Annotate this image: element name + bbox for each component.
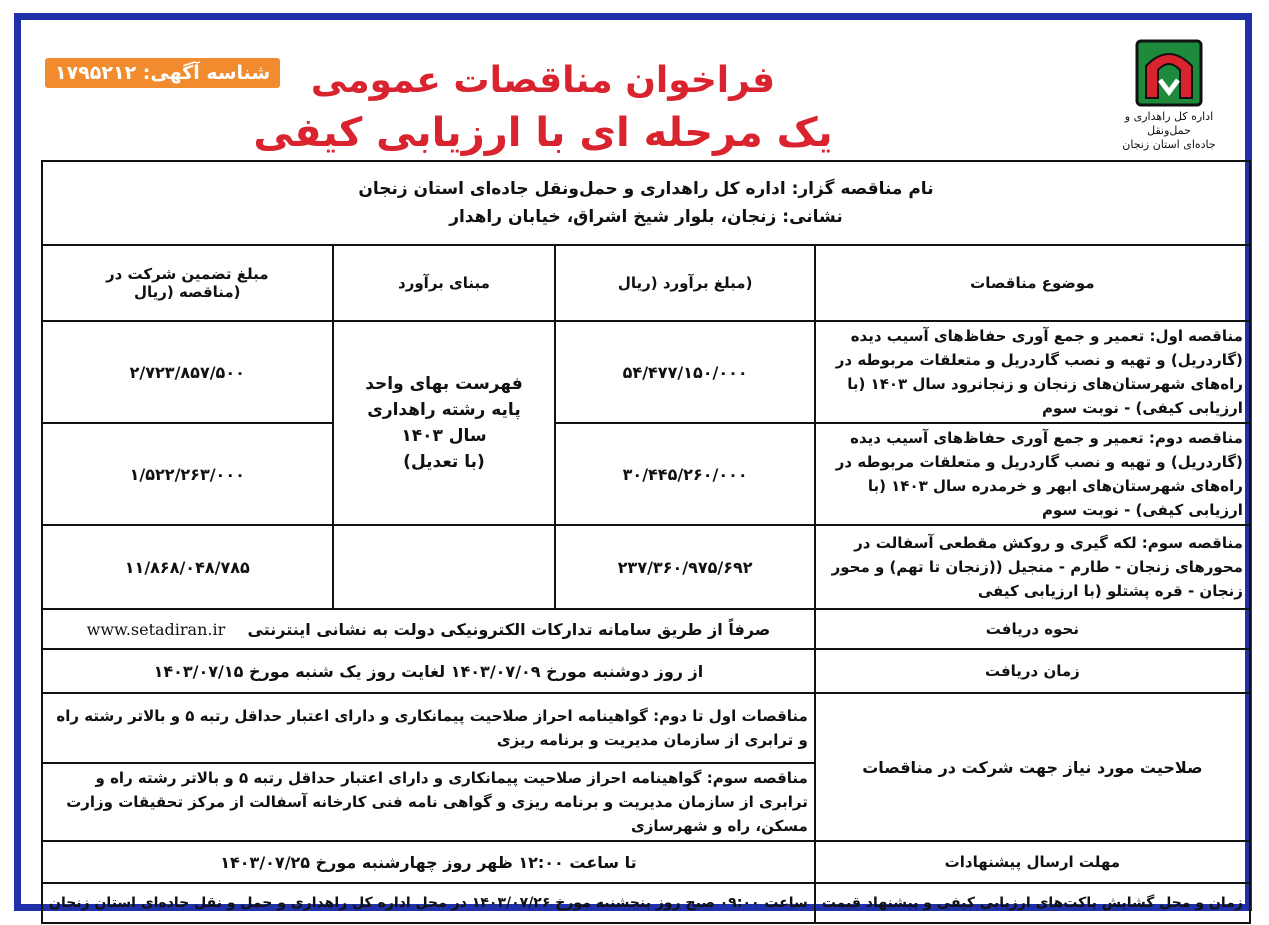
estimate-basis-cell — [333, 321, 556, 525]
opening-value: ساعت ۰۹:۰۰ صبح روز پنجشنبه مورخ ۱۴۰۳/۰۷/۲۶ در محل اداره کل راهداری و حمل و نقل جاده‌ای استان زنجان — [42, 883, 815, 923]
column-header-row — [42, 245, 1250, 321]
opening-label: زمان و محل گشایش پاکت‌های ارزیابی کیفی و پیشنهاد قیمت — [815, 883, 1250, 923]
header-estimate-basis: مبنای برآورد — [333, 245, 556, 321]
advertisement-frame — [14, 13, 1252, 911]
header-guarantee — [42, 245, 333, 321]
tender-row-2 — [42, 423, 1250, 525]
tender-2-subject: مناقصه دوم: تعمیر و جمع آوری حفاظ‌های آسیب دیده (گاردریل) و تهیه و نصب گاردریل و متعلقات مربوطه در راه‌های شهرستان‌های ابهر و خرمدره سال ۱۴۰۳ (با ارزیابی کیفی) - نوبت سوم — [815, 423, 1250, 525]
organizer-name: نام مناقصه گزار: اداره کل راهداری و حمل‌ونقل جاده‌ای استان زنجان — [358, 179, 934, 199]
organizer-address: نشانی: زنجان، بلوار شیخ اشراق، خیابان راهدار — [449, 207, 843, 227]
qualification-third: مناقصه سوم: گواهینامه احراز صلاحیت پیمانکاری و دارای اعتبار حداقل رتبه ۵ و بالاتر رشته راه و ترابری از سازمان مدیریت و برنامه ریزی و گواهی نامه فنی کارخانه آسفالت از مرکز تحقیقات وزارت مسکن، راه و شهرسازی — [42, 763, 815, 841]
tender-1-guarantee: ۲/۷۲۳/۸۵۷/۵۰۰ — [42, 321, 333, 423]
organization-logo — [1119, 38, 1219, 153]
logo-text-line-1: اداره کل راهداری و حمل‌ونقل — [1124, 110, 1214, 137]
receipt-method-value: صرفاً از طریق سامانه تدارکات الکترونیکی دولت به نشانی اینترنتی — [247, 619, 771, 639]
setadiran-link[interactable]: www.setadiran.ir — [86, 619, 226, 639]
logo-text-line-2: جاده‌ای استان زنجان — [1122, 138, 1216, 151]
tender-3-guarantee: ۱۱/۸۶۸/۰۴۸/۷۸۵ — [42, 525, 333, 609]
title-line-1: فراخوان مناقصات عمومی — [310, 60, 776, 101]
logo-text — [1119, 110, 1219, 152]
tender-2-guarantee: ۱/۵۲۲/۲۶۳/۰۰۰ — [42, 423, 333, 525]
estimate-basis-line-3: سال ۱۴۰۳ — [401, 426, 487, 446]
qualification-label: صلاحیت مورد نیاز جهت شرکت در مناقصات — [815, 693, 1250, 841]
organizer-cell — [42, 161, 1250, 245]
qualification-row-1 — [42, 693, 1250, 763]
deadline-row — [42, 841, 1250, 883]
estimate-basis-line-2: پایه رشته راهداری — [367, 400, 521, 420]
estimate-basis-line-1: فهرست بهای واحد — [365, 374, 523, 394]
estimate-basis-line-4: (با تعدیل) — [403, 452, 485, 472]
tender-3-subject: مناقصه سوم: لکه گیری و روکش مقطعی آسفالت در محورهای زنجان - طارم - منجیل ((زنجان تا تهم) و محور زنجان - قره پشتلو (با ارزیابی کیفی — [815, 525, 1250, 609]
receipt-time-label: زمان دریافت — [815, 649, 1250, 693]
logo-emblem-icon — [1134, 38, 1204, 108]
tender-3-basis-empty — [333, 525, 556, 609]
receipt-method-label: نحوه دریافت — [815, 609, 1250, 649]
title-line-2: یک مرحله ای با ارزیابی کیفی — [253, 110, 833, 156]
opening-row — [42, 883, 1250, 923]
header-subject: موضوع مناقصات — [815, 245, 1250, 321]
receipt-time-value: از روز دوشنبه مورخ ۱۴۰۳/۰۷/۰۹ لغایت روز یک شنبه مورخ ۱۴۰۳/۰۷/۱۵ — [42, 649, 815, 693]
receipt-time-row — [42, 649, 1250, 693]
tender-row-1 — [42, 321, 1250, 423]
ad-id-badge: شناسه آگهی: ۱۷۹۵۲۱۲ — [45, 58, 280, 88]
receipt-method-value-cell — [42, 609, 815, 649]
tender-table — [41, 160, 1251, 924]
tender-1-subject: مناقصه اول: تعمیر و جمع آوری حفاظ‌های آسیب دیده (گاردریل) و تهیه و نصب گاردریل و متعلقات مربوطه در راه‌های شهرستان‌های زنجان و زنجانرود سال ۱۴۰۳ (با ارزیابی کیفی) - نوبت سوم — [815, 321, 1250, 423]
header-guarantee-line-2: (مناقصه (ریال — [133, 283, 241, 301]
deadline-value: تا ساعت ۱۲:۰۰ ظهر روز چهارشنبه مورخ ۱۴۰۳/۰۷/۲۵ — [42, 841, 815, 883]
deadline-label: مهلت ارسال پیشنهادات — [815, 841, 1250, 883]
header — [21, 20, 1245, 168]
header-estimate-amount: (مبلغ برآورد (ریال — [555, 245, 814, 321]
qualification-first-second: مناقصات اول تا دوم: گواهینامه احراز صلاحیت پیمانکاری و دارای اعتبار حداقل رتبه ۵ و بالاتر رشته راه و ترابری از سازمان مدیریت و برنامه ریزی — [42, 693, 815, 763]
tender-row-3 — [42, 525, 1250, 609]
tender-1-estimate: ۵۴/۴۷۷/۱۵۰/۰۰۰ — [555, 321, 814, 423]
header-guarantee-line-1: مبلغ تضمین شرکت در — [105, 265, 269, 283]
tender-2-estimate: ۳۰/۴۴۵/۲۶۰/۰۰۰ — [555, 423, 814, 525]
tender-3-estimate: ۲۳۷/۳۶۰/۹۷۵/۶۹۲ — [555, 525, 814, 609]
receipt-method-row — [42, 609, 1250, 649]
organizer-row — [42, 161, 1250, 245]
